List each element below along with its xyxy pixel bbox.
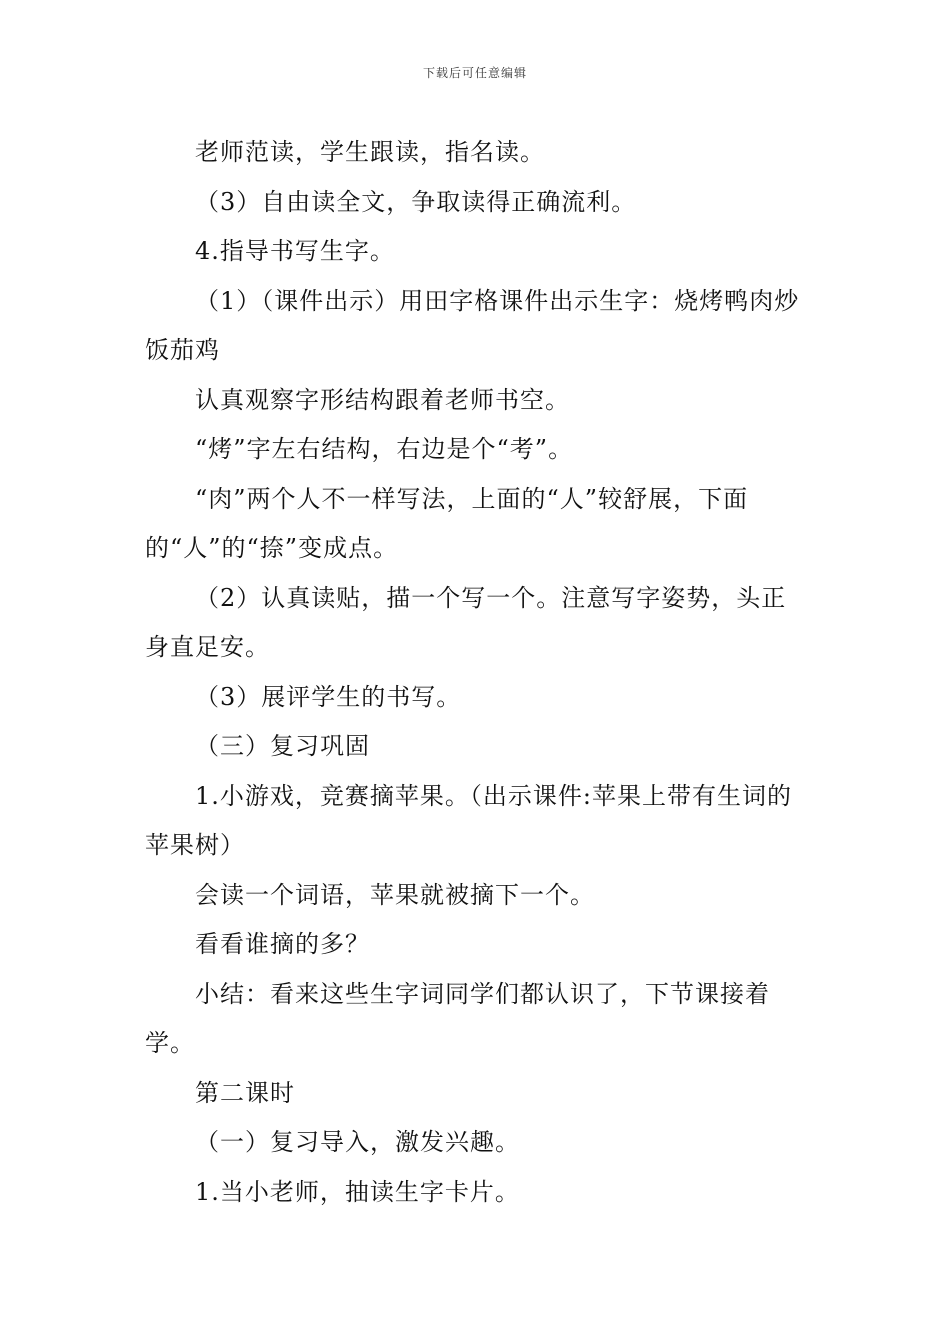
- section-heading: 第二课时: [195, 1078, 295, 1107]
- paragraph: 认真观察字形结构跟着老师书空。: [195, 385, 570, 414]
- paragraph: 老师范读，学生跟读，指名读。: [195, 138, 545, 166]
- paragraph: 看看谁摘的多？: [195, 930, 370, 958]
- paragraph: 1.小游戏，竞赛摘苹果。（出示课件:苹果上带有生词的苹果树）: [145, 781, 792, 859]
- paragraph: （1）（课件出示）用田字格课件出示生字：烧烤鸭肉炒饭茄鸡: [145, 286, 800, 364]
- paragraph: “肉”两个人不一样写法，上面的“人”较舒展，下面的“人”的“捺”变成点。: [145, 484, 749, 562]
- paragraph: “烤”字左右结构，右边是个“考”。: [195, 435, 574, 463]
- paragraph: 4.指导书写生字。: [195, 237, 395, 265]
- section-heading: （三）复习巩固: [195, 732, 370, 760]
- paragraph: （3）自由读全文，争取读得正确流利。: [195, 187, 637, 216]
- paragraph: 会读一个词语，苹果就被摘下一个。: [195, 880, 595, 909]
- document-body: [145, 128, 810, 1217]
- paragraph: 小结：看来这些生字词同学们都认识了，下节课接着学。: [145, 979, 770, 1057]
- page-header: 下载后可任意编辑: [422, 66, 527, 80]
- paragraph: （2）认真读贴，描一个写一个。注意写字姿势，头正身直足安。: [145, 583, 787, 661]
- paragraph: （3）展评学生的书写。: [195, 682, 462, 711]
- paragraph: 1.当小老师，抽读生字卡片。: [195, 1177, 520, 1206]
- section-heading: （一）复习导入，激发兴趣。: [195, 1128, 520, 1156]
